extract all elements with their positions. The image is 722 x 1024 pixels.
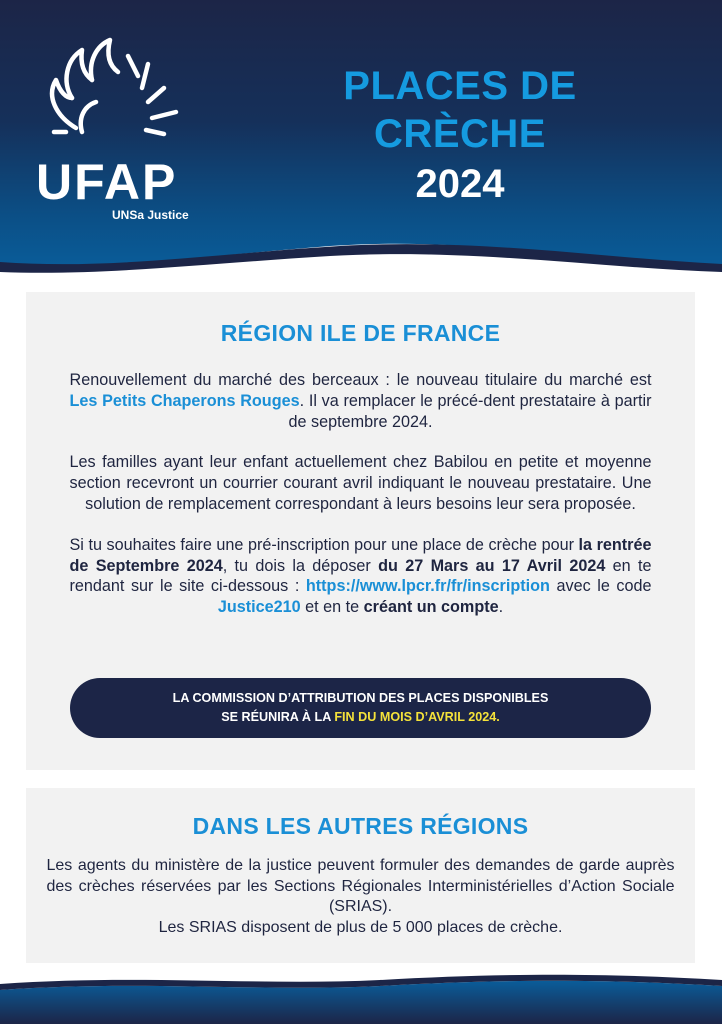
create-account-text: créant un compte bbox=[363, 598, 499, 617]
provider-name: Les Petits Chaperons Rouges bbox=[69, 391, 300, 410]
title-year: 2024 bbox=[415, 162, 505, 206]
other-regions-section bbox=[26, 788, 695, 963]
rentree-date: la rentrée de Septembre 2024 bbox=[69, 535, 652, 575]
other-regions-heading: DANS LES AUTRES RÉGIONS bbox=[192, 813, 529, 839]
text: Les agents du ministère de la justice peuvent formuler des demandes de garde auprès des crèches réservées par les Sections Régionales Interministérielles d’Action Sociale (SRIAS). bbox=[46, 857, 675, 916]
other-regions-text bbox=[47, 856, 675, 938]
title-line-1: PLACES DE bbox=[343, 64, 577, 108]
inscription-link[interactable]: https://www.lpcr.fr/fr/inscription bbox=[305, 577, 550, 596]
logo-wordmark: UFAP bbox=[36, 154, 178, 210]
idf-heading: RÉGION ILE DE FRANCE bbox=[220, 320, 501, 346]
text: SE RÉUNIRA À LA bbox=[221, 710, 335, 724]
text: Les SRIAS disposent de plus de 5 000 places de crèche. bbox=[158, 918, 563, 936]
ufap-logo bbox=[36, 36, 206, 236]
banner-line-2 bbox=[70, 708, 651, 727]
access-code: Justice210 bbox=[217, 598, 301, 617]
flame-icon bbox=[36, 36, 206, 156]
text: Si tu souhaites faire une pré-inscription pour une place de crèche pour bbox=[69, 535, 579, 554]
page-title bbox=[290, 62, 630, 210]
text: Renouvellement du marché des berceaux : le nouveau titulaire du marché est bbox=[69, 371, 652, 389]
text: en te rendant sur le site ci-dessous : bbox=[69, 556, 652, 596]
footer-wave bbox=[0, 970, 722, 1024]
text: . bbox=[498, 598, 504, 617]
text: , tu dois la déposer bbox=[222, 556, 379, 575]
idf-section bbox=[26, 292, 695, 770]
text: . Il va remplacer le précé-dent prestataire à partir de septembre 2024. bbox=[288, 391, 652, 431]
header bbox=[0, 0, 722, 280]
idf-paragraph-2: Les familles ayant leur enfant actuellement chez Babilou en petite et moyenne section recevront un courrier courant avril indiquant le nouveau prestataire. Une solution de remplacement correspondant à leurs besoins leur sera proposée. bbox=[69, 453, 652, 513]
text: et en te bbox=[300, 598, 364, 617]
banner-line-1: LA COMMISSION D’ATTRIBUTION DES PLACES DISPONIBLES bbox=[172, 691, 549, 705]
commission-banner bbox=[70, 678, 651, 738]
logo-subtitle: UNSa Justice bbox=[112, 208, 189, 222]
idf-paragraph-1 bbox=[70, 370, 652, 432]
text: avec le code bbox=[549, 577, 652, 596]
title-line-2: CRÈCHE bbox=[374, 112, 546, 156]
registration-period: du 27 Mars au 17 Avril 2024 bbox=[378, 556, 606, 575]
banner-highlight: FIN DU MOIS D’AVRIL 2024. bbox=[334, 710, 500, 724]
idf-paragraph-3 bbox=[70, 535, 652, 618]
